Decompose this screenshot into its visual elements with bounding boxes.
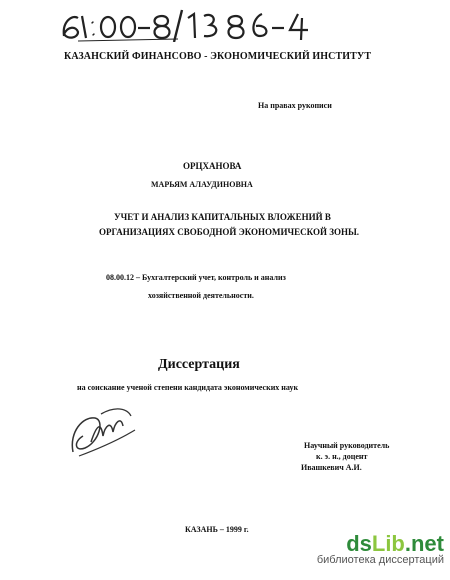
supervisor-degree: к. э. н., доцент [316,452,368,461]
watermark-caption: библиотека диссертаций [316,554,444,566]
dslib-watermark [272,531,444,575]
supervisor-name: Ивашкевич А.И. [301,463,362,472]
institute-name: КАЗАНСКИЙ ФИНАНСОВО - ЭКОНОМИЧЕСКИЙ ИНСТИТУТ [64,51,372,62]
document-type-heading: Диссертация [158,357,240,372]
specialty-code-line-1: 08.00.12 – Бухгалтерский учет, контроль и анализ [106,273,286,282]
thesis-title-line-1: УЧЕТ И АНАЛИЗ КАПИТАЛЬНЫХ ВЛОЖЕНИЙ В [114,212,331,222]
degree-line: на соискание ученой степени кандидата экономических наук [77,383,299,392]
author-name: МАРЬЯМ АЛАУДИНОВНА [151,180,253,189]
handwritten-archive-code [58,8,318,42]
thesis-title-line-2: ОРГАНИЗАЦИЯХ СВОБОДНОЙ ЭКОНОМИЧЕСКОЙ ЗОНЫ. [99,227,360,237]
supervisor-role: Научный руководитель [304,441,390,450]
logo-part-lib: Lib [371,531,405,556]
city-and-year: КАЗАНЬ – 1999 г. [185,525,249,534]
specialty-code-line-2: хозяйственной деятельности. [148,291,254,300]
handwritten-signature [65,402,139,466]
author-surname: ОРЦХАНОВА [183,161,242,171]
logo-part-ds: ds [346,531,372,556]
logo-part-net: .net [404,531,444,556]
manuscript-rights-note: На правах рукописи [258,101,332,110]
